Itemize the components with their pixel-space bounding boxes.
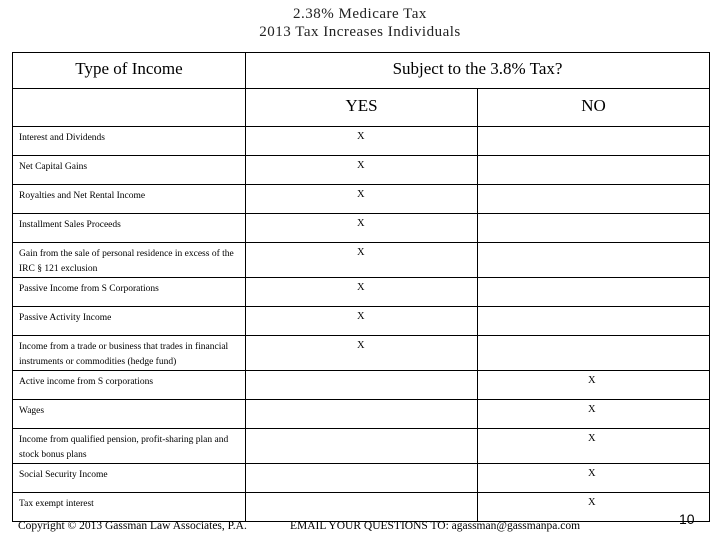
no-cell (478, 278, 710, 307)
no-cell: X (478, 464, 710, 493)
income-type-cell: Social Security Income (13, 464, 246, 493)
income-type-cell: Income from a trade or business that trades in financial instruments or commodities (hedge fund) (13, 336, 246, 371)
yes-cell (246, 400, 478, 429)
table-row (13, 336, 710, 371)
no-label: NO (581, 96, 606, 115)
yes-cell (246, 429, 478, 464)
income-type-cell: Passive Activity Income (13, 307, 246, 336)
no-cell (478, 127, 710, 156)
slide-subtitle: 2013 Tax Increases Individuals (259, 24, 461, 40)
yes-cell: X (246, 127, 478, 156)
income-type-cell: Passive Income from S Corporations (13, 278, 246, 307)
yes-cell: X (246, 156, 478, 185)
table-row (13, 243, 710, 278)
no-cell (478, 243, 710, 278)
no-cell (478, 185, 710, 214)
yes-cell (246, 493, 478, 522)
no-cell: X (478, 371, 710, 400)
yes-cell: X (246, 185, 478, 214)
table-row (13, 464, 710, 493)
no-cell: X (478, 493, 710, 522)
header-type-of-income: Type of Income (13, 53, 246, 89)
income-type-cell: Installment Sales Proceeds (13, 214, 246, 243)
table-row (13, 127, 710, 156)
yes-label: YES (345, 96, 378, 115)
table-row (13, 400, 710, 429)
income-type-cell: Active income from S corporations (13, 371, 246, 400)
yes-cell: X (246, 214, 478, 243)
income-type-cell: Net Capital Gains (13, 156, 246, 185)
no-cell: X (478, 400, 710, 429)
table-row (13, 156, 710, 185)
table-row (13, 371, 710, 400)
income-type-cell: Interest and Dividends (13, 127, 246, 156)
income-type-cell: Gain from the sale of personal residence in excess of the IRC § 121 exclusion (13, 243, 246, 278)
income-type-cell: Income from qualified pension, profit-sharing plan and stock bonus plans (13, 429, 246, 464)
income-type-cell: Tax exempt interest (13, 493, 246, 522)
yes-cell: X (246, 336, 478, 371)
no-cell (478, 336, 710, 371)
header-yes (246, 89, 478, 127)
table-row (13, 429, 710, 464)
no-cell (478, 214, 710, 243)
email-contact: EMAIL YOUR QUESTIONS TO: agassman@gassmanpa.com (290, 520, 581, 532)
table-row (13, 493, 710, 522)
slide-title: 2.38% Medicare Tax (293, 6, 427, 22)
header-blank-cell (13, 89, 246, 127)
yes-cell (246, 371, 478, 400)
yes-cell: X (246, 243, 478, 278)
table-row (13, 278, 710, 307)
no-cell (478, 156, 710, 185)
income-tax-table (12, 52, 710, 522)
header-subject-to-tax: Subject to the 3.8% Tax? (246, 53, 710, 89)
yes-cell: X (246, 278, 478, 307)
yes-cell (246, 464, 478, 493)
table-row (13, 185, 710, 214)
income-type-cell: Royalties and Net Rental Income (13, 185, 246, 214)
page-number: 10 (679, 511, 695, 527)
no-cell: X (478, 429, 710, 464)
table-row (13, 214, 710, 243)
copyright-notice: Copyright © 2013 Gassman Law Associates, P.A. (18, 520, 247, 532)
no-cell (478, 307, 710, 336)
table-row (13, 307, 710, 336)
income-type-cell: Wages (13, 400, 246, 429)
yes-cell: X (246, 307, 478, 336)
header-no (478, 89, 710, 127)
